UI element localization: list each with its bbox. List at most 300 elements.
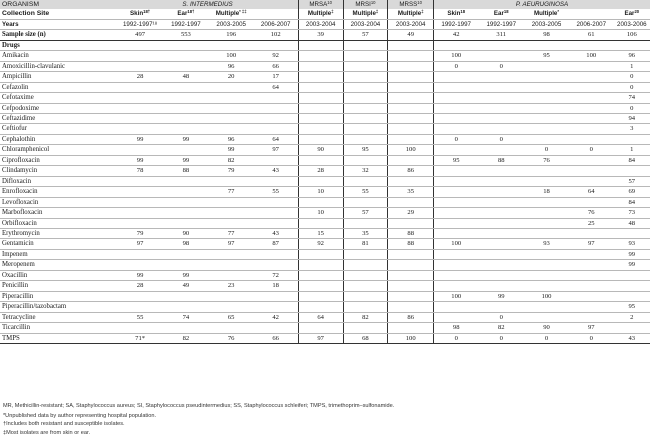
drugs-section-row	[0, 40, 650, 50]
drug-name: Clindamycin	[0, 166, 117, 176]
value-cell	[209, 124, 254, 134]
drug-name: Ceftiofur	[0, 124, 117, 134]
drug-name: Meropenem	[0, 260, 117, 270]
value-cell	[388, 82, 434, 92]
value-cell	[209, 323, 254, 333]
value-cell: 87	[254, 239, 299, 249]
drug-row	[0, 291, 650, 301]
collection-site-row	[0, 9, 650, 19]
value-cell	[434, 176, 479, 186]
value-cell: 0	[434, 333, 479, 343]
years-cell: 1992-1997	[163, 19, 209, 29]
value-cell	[524, 260, 569, 270]
value-cell: 74	[614, 93, 650, 103]
value-cell	[478, 72, 524, 82]
value-cell	[117, 103, 163, 113]
value-cell	[298, 82, 343, 92]
value-cell: 35	[388, 187, 434, 197]
value-cell	[163, 249, 209, 259]
site-name: Skin	[130, 10, 144, 18]
group-p-aeuruginosa	[434, 0, 650, 9]
value-cell	[298, 72, 343, 82]
drug-row	[0, 260, 650, 270]
value-cell: 20	[209, 72, 254, 82]
value-cell	[478, 82, 524, 92]
collection-site-label: Collection Site	[0, 9, 117, 19]
value-cell	[524, 312, 569, 322]
drug-name: Cefpodoxime	[0, 103, 117, 113]
value-cell	[569, 134, 614, 144]
value-cell	[163, 260, 209, 270]
value-cell	[343, 103, 388, 113]
value-cell	[569, 61, 614, 71]
value-cell	[524, 197, 569, 207]
value-cell	[434, 270, 479, 280]
value-cell: 82	[209, 155, 254, 165]
value-cell	[434, 218, 479, 228]
value-cell	[117, 302, 163, 312]
value-cell	[298, 291, 343, 301]
drug-row	[0, 93, 650, 103]
value-cell	[209, 302, 254, 312]
value-cell	[569, 281, 614, 291]
site-ref: ‡	[421, 9, 424, 15]
value-cell: 25	[569, 218, 614, 228]
years-cell: 2003-2004	[388, 19, 434, 29]
value-cell: 66	[254, 333, 299, 343]
value-cell: 72	[254, 270, 299, 280]
value-cell: 97	[569, 323, 614, 333]
value-cell	[478, 187, 524, 197]
drug-row	[0, 72, 650, 82]
value-cell: 48	[163, 72, 209, 82]
value-cell: 43	[254, 166, 299, 176]
value-cell: 10	[298, 208, 343, 218]
value-cell: 28	[117, 72, 163, 82]
drug-row	[0, 218, 650, 228]
value-cell	[569, 228, 614, 238]
value-cell: 79	[209, 166, 254, 176]
footnote: MR, Methicillin-resistant; SA, Staphylococcus aureus; SI, Staphylococcus pseudintermedius; SS, Staphylococcus schleiferi; TMPS, trimethoprim–sulfonamide.	[3, 403, 395, 409]
value-cell	[343, 61, 388, 71]
value-cell	[209, 260, 254, 270]
value-cell: 48	[614, 218, 650, 228]
value-cell: 0	[614, 103, 650, 113]
years-cell: 2006-2007	[569, 19, 614, 29]
value-cell: 1	[614, 61, 650, 71]
value-cell	[478, 176, 524, 186]
collection-site-cell	[163, 9, 209, 19]
value-cell	[569, 124, 614, 134]
site-name: Multiple	[307, 10, 332, 18]
value-cell: 57	[614, 176, 650, 186]
sample-size-cell: 497	[117, 30, 163, 40]
value-cell	[524, 113, 569, 123]
value-cell: 100	[434, 291, 479, 301]
group-ref: 10	[417, 0, 422, 5]
value-cell	[254, 155, 299, 165]
value-cell: 97	[254, 145, 299, 155]
value-cell	[343, 218, 388, 228]
value-cell	[254, 113, 299, 123]
value-cell: 57	[343, 208, 388, 218]
drug-row	[0, 312, 650, 322]
value-cell	[388, 113, 434, 123]
value-cell	[298, 113, 343, 123]
value-cell	[524, 61, 569, 71]
value-cell: 90	[524, 323, 569, 333]
value-cell	[298, 218, 343, 228]
value-cell	[524, 103, 569, 113]
value-cell	[343, 113, 388, 123]
value-cell: 100	[388, 333, 434, 343]
value-cell: 18	[524, 187, 569, 197]
sample-size-cell: 49	[388, 30, 434, 40]
value-cell: 43	[254, 228, 299, 238]
value-cell	[298, 302, 343, 312]
drug-row	[0, 333, 650, 343]
value-cell	[388, 197, 434, 207]
value-cell	[209, 218, 254, 228]
value-cell: 95	[343, 145, 388, 155]
value-cell: 97	[209, 239, 254, 249]
value-cell: 86	[388, 312, 434, 322]
value-cell	[478, 93, 524, 103]
value-cell: 100	[524, 291, 569, 301]
value-cell: 90	[163, 228, 209, 238]
value-cell	[388, 61, 434, 71]
value-cell	[478, 302, 524, 312]
value-cell	[434, 260, 479, 270]
site-name: Ear	[177, 10, 188, 18]
table-footnotes	[3, 402, 647, 437]
value-cell: 74	[163, 312, 209, 322]
collection-site-cell	[569, 9, 614, 19]
value-cell	[209, 270, 254, 280]
value-cell: 66	[254, 61, 299, 71]
value-cell	[524, 72, 569, 82]
years-cell: 2003-2005	[209, 19, 254, 29]
drug-row	[0, 208, 650, 218]
value-cell: 29	[388, 208, 434, 218]
collection-site-cell	[209, 9, 254, 19]
value-cell	[254, 124, 299, 134]
value-cell	[343, 155, 388, 165]
value-cell	[569, 302, 614, 312]
value-cell: 92	[254, 51, 299, 61]
group-ref: 10	[370, 0, 376, 5]
collection-site-cell	[254, 9, 299, 19]
value-cell	[209, 103, 254, 113]
value-cell	[163, 93, 209, 103]
value-cell: 96	[209, 61, 254, 71]
collection-site-cell	[343, 9, 388, 19]
years-cell: 2003-2006	[614, 19, 650, 29]
site-name: Multiple	[352, 10, 376, 18]
site-ref: 18†	[187, 9, 195, 15]
site-name: Multiple	[215, 10, 240, 18]
group-name: MRSS	[399, 1, 418, 8]
years-cell: 1992-1997¹⁸	[117, 19, 163, 29]
value-cell: 55	[117, 312, 163, 322]
drug-name: Orbifloxacin	[0, 218, 117, 228]
value-cell: 97	[298, 333, 343, 343]
value-cell: 0	[524, 333, 569, 343]
value-cell: 100	[209, 51, 254, 61]
value-cell	[434, 166, 479, 176]
drug-name: Piperacillin	[0, 291, 117, 301]
value-cell	[388, 323, 434, 333]
value-cell	[163, 103, 209, 113]
value-cell	[524, 208, 569, 218]
value-cell: 90	[298, 145, 343, 155]
sample-size-cell: 106	[614, 30, 650, 40]
value-cell	[434, 312, 479, 322]
value-cell	[569, 176, 614, 186]
value-cell	[478, 51, 524, 61]
value-cell: 99	[614, 249, 650, 259]
drug-name: Levofloxacin	[0, 197, 117, 207]
value-cell	[163, 291, 209, 301]
value-cell	[117, 113, 163, 123]
site-ref: 18	[460, 9, 466, 15]
value-cell	[524, 281, 569, 291]
value-cell	[388, 281, 434, 291]
value-cell	[434, 281, 479, 291]
value-cell: 99	[163, 134, 209, 144]
site-ref: 18	[503, 9, 509, 15]
value-cell	[434, 197, 479, 207]
value-cell	[117, 197, 163, 207]
value-cell	[569, 93, 614, 103]
drug-row	[0, 61, 650, 71]
sample-size-cell: 42	[434, 30, 479, 40]
value-cell: 77	[209, 228, 254, 238]
collection-site-cell	[117, 9, 163, 19]
drug-name: Difloxacin	[0, 176, 117, 186]
value-cell	[614, 228, 650, 238]
sample-size-cell: 102	[254, 30, 299, 40]
value-cell: 92	[298, 239, 343, 249]
value-cell	[569, 166, 614, 176]
value-cell	[434, 249, 479, 259]
value-cell	[254, 260, 299, 270]
site-ref: *	[557, 9, 560, 15]
collection-site-cell	[298, 9, 343, 19]
value-cell: 35	[343, 228, 388, 238]
value-cell	[163, 176, 209, 186]
value-cell	[298, 61, 343, 71]
site-ref: 18†	[143, 9, 151, 15]
site-ref: 20	[634, 9, 640, 15]
value-cell	[614, 134, 650, 144]
value-cell: 100	[434, 51, 479, 61]
collection-site-cell	[388, 9, 434, 19]
value-cell: 69	[614, 187, 650, 197]
value-cell	[388, 218, 434, 228]
value-cell	[209, 208, 254, 218]
value-cell: 77	[209, 187, 254, 197]
value-cell	[209, 291, 254, 301]
value-cell	[434, 187, 479, 197]
value-cell	[298, 197, 343, 207]
value-cell: 10	[298, 187, 343, 197]
value-cell	[298, 260, 343, 270]
value-cell: 32	[343, 166, 388, 176]
value-cell: 82	[343, 312, 388, 322]
value-cell	[569, 249, 614, 259]
drug-name: Tetracycline	[0, 312, 117, 322]
value-cell	[298, 270, 343, 280]
value-cell: 82	[478, 323, 524, 333]
value-cell: 64	[569, 187, 614, 197]
value-cell: 97	[117, 239, 163, 249]
site-name: Ear	[624, 10, 635, 18]
value-cell	[569, 155, 614, 165]
value-cell: 99	[117, 134, 163, 144]
value-cell	[298, 93, 343, 103]
value-cell	[209, 249, 254, 259]
value-cell	[478, 218, 524, 228]
drug-name: Amikacin	[0, 51, 117, 61]
value-cell: 76	[569, 208, 614, 218]
value-cell: 99	[209, 145, 254, 155]
value-cell: 99	[478, 291, 524, 301]
organism-label: ORGANISM	[0, 0, 117, 9]
value-cell	[343, 260, 388, 270]
value-cell	[478, 124, 524, 134]
value-cell	[209, 197, 254, 207]
drug-name: Penicillin	[0, 281, 117, 291]
group-name: S. INTERMEDIUS	[182, 1, 233, 8]
value-cell: 95	[434, 155, 479, 165]
drug-row	[0, 51, 650, 61]
years-row	[0, 19, 650, 29]
value-cell	[569, 72, 614, 82]
group-name: MRSA	[309, 1, 328, 8]
organism-header-row	[0, 0, 650, 9]
value-cell	[478, 249, 524, 259]
years-cell: 2003-2004	[343, 19, 388, 29]
value-cell	[434, 302, 479, 312]
drug-row	[0, 249, 650, 259]
value-cell: 100	[434, 239, 479, 249]
drug-row	[0, 187, 650, 197]
value-cell	[343, 124, 388, 134]
value-cell: 43	[614, 333, 650, 343]
value-cell: 0	[478, 134, 524, 144]
value-cell	[117, 93, 163, 103]
group-name: P. AEURUGINOSA	[515, 1, 569, 8]
value-cell	[478, 145, 524, 155]
value-cell	[254, 103, 299, 113]
value-cell	[209, 113, 254, 123]
value-cell	[298, 103, 343, 113]
value-cell	[388, 260, 434, 270]
value-cell: 99	[614, 260, 650, 270]
value-cell: 76	[209, 333, 254, 343]
value-cell: 96	[209, 134, 254, 144]
value-cell	[434, 113, 479, 123]
drug-name: Impenem	[0, 249, 117, 259]
drug-name: Cefotaxime	[0, 93, 117, 103]
footnote: †Includes both resistant and susceptible isolates.	[3, 421, 125, 428]
drug-row	[0, 134, 650, 144]
drug-row	[0, 302, 650, 312]
value-cell: 28	[117, 281, 163, 291]
value-cell	[524, 82, 569, 92]
value-cell	[388, 93, 434, 103]
value-cell	[117, 208, 163, 218]
value-cell	[388, 103, 434, 113]
value-cell	[614, 281, 650, 291]
value-cell: 99	[117, 155, 163, 165]
sample-size-cell: 61	[569, 30, 614, 40]
drug-row	[0, 281, 650, 291]
value-cell	[388, 155, 434, 165]
value-cell	[163, 187, 209, 197]
value-cell: 0	[569, 333, 614, 343]
drug-row	[0, 113, 650, 123]
site-name: Multiple	[534, 10, 558, 18]
value-cell: 17	[254, 72, 299, 82]
value-cell	[117, 187, 163, 197]
drug-name: Cefazolin	[0, 82, 117, 92]
value-cell	[298, 281, 343, 291]
value-cell	[117, 218, 163, 228]
value-cell	[343, 323, 388, 333]
value-cell	[163, 323, 209, 333]
drug-row	[0, 270, 650, 280]
value-cell	[163, 61, 209, 71]
value-cell	[524, 176, 569, 186]
value-cell	[163, 208, 209, 218]
value-cell: 76	[524, 155, 569, 165]
value-cell: 18	[254, 281, 299, 291]
value-cell	[388, 302, 434, 312]
group-mrss	[388, 0, 434, 9]
value-cell: 0	[478, 333, 524, 343]
value-cell	[569, 312, 614, 322]
value-cell: 64	[254, 82, 299, 92]
drug-row	[0, 228, 650, 238]
value-cell: 96	[614, 51, 650, 61]
value-cell	[569, 270, 614, 280]
value-cell	[388, 176, 434, 186]
value-cell	[434, 72, 479, 82]
value-cell: 78	[117, 166, 163, 176]
drug-row	[0, 82, 650, 92]
sample-size-cell: 553	[163, 30, 209, 40]
collection-site-cell	[434, 9, 479, 19]
drug-name: Chloramphenicol	[0, 145, 117, 155]
value-cell	[117, 249, 163, 259]
site-ref: ‡	[331, 9, 334, 15]
sample-size-row	[0, 30, 650, 40]
sample-size-cell: 39	[298, 30, 343, 40]
value-cell	[478, 281, 524, 291]
years-cell: 1992-1997	[478, 19, 524, 29]
value-cell	[569, 82, 614, 92]
value-cell: 84	[614, 155, 650, 165]
value-cell	[343, 302, 388, 312]
drug-name: Amoxicillin-clavulanic	[0, 61, 117, 71]
value-cell	[117, 291, 163, 301]
drug-name: Ceftazidime	[0, 113, 117, 123]
value-cell: 0	[434, 134, 479, 144]
value-cell	[117, 260, 163, 270]
value-cell	[343, 197, 388, 207]
